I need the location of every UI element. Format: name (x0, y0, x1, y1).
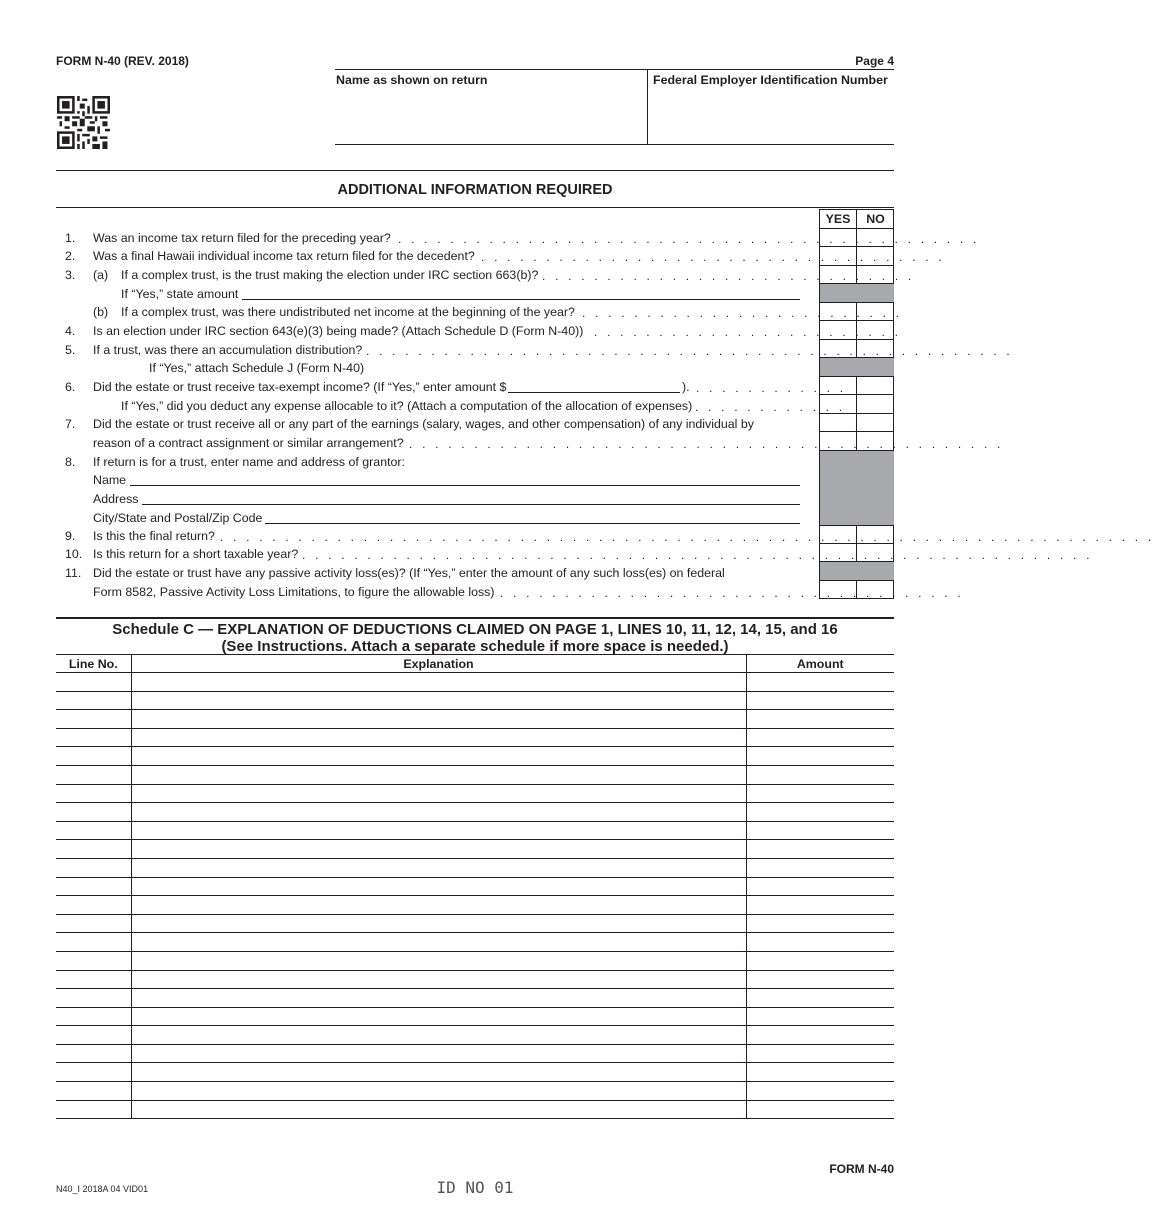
footer-id-no: ID NO 01 (436, 1178, 514, 1197)
line-number: 3. (65, 268, 76, 282)
question-5: If a trust, was there an accumulation distribution? (93, 343, 363, 357)
q3a-no-box[interactable] (857, 266, 893, 283)
tax-exempt-amount-input[interactable] (508, 392, 680, 393)
dot-leader: . . . . . . . . . . . . . . . . . . . . . . . . . . . . . . . . . . . . (481, 250, 945, 264)
question-3b: If a complex trust, was there undistributed net income at the beginning of the year? (121, 305, 575, 319)
q3b-no-box[interactable] (857, 303, 893, 320)
table-row (56, 877, 894, 896)
explanation-cell[interactable] (131, 840, 746, 859)
name-label: Name as shown on return (336, 73, 488, 87)
explanation-cell[interactable] (131, 1100, 746, 1119)
table-row (56, 1063, 894, 1082)
amount-cell[interactable] (746, 710, 894, 729)
grantor-name-input[interactable] (130, 485, 800, 486)
fein-input[interactable] (649, 92, 893, 142)
header-divider (647, 69, 648, 145)
question-11: Did the estate or trust have any passive activity loss(es)? (If “Yes,” enter the amount of any such loss(es) on federal (93, 566, 725, 580)
question-6-followup: If “Yes,” did you deduct any expense allocable to it? (Attach a computation of the allocation of expenses) (121, 399, 693, 413)
amount-cell[interactable] (746, 896, 894, 915)
shaded-8-grantor (820, 451, 894, 525)
line-number: 1. (65, 231, 76, 245)
grantor-city-input[interactable] (265, 523, 800, 524)
yes-header: YES (825, 212, 851, 226)
table-row (56, 803, 894, 822)
question-7: Did the estate or trust receive all or any part of the earnings (salary, wages, and other compensation) of any individual by (93, 417, 754, 431)
amount-cell[interactable] (746, 784, 894, 803)
amount-cell[interactable] (746, 728, 894, 747)
amount-cell[interactable] (746, 747, 894, 766)
section-top-rule (56, 170, 894, 171)
q6b-no-box[interactable] (857, 395, 893, 412)
form-id: FORM N-40 (REV. 2018) (56, 54, 189, 68)
explanation-cell[interactable] (131, 747, 746, 766)
line-number: 9. (65, 529, 76, 543)
dot-leader: . . . . . . . . . . . . . . . . . . . . . . . . . . . . . . . . . . . . (500, 586, 964, 600)
table-row (56, 1082, 894, 1101)
amount-cell[interactable] (746, 840, 894, 859)
line-no-cell[interactable] (56, 1026, 131, 1045)
explanation-cell[interactable] (131, 803, 746, 822)
header-top-rule (335, 69, 894, 70)
shaded-11-first (820, 562, 894, 580)
question-11-cont: Form 8582, Passive Activity Loss Limitations, to figure the allowable loss) (93, 585, 495, 599)
line-no-cell[interactable] (56, 673, 131, 692)
grantor-address-input[interactable] (142, 504, 800, 505)
q3a-yes-box[interactable] (820, 266, 855, 283)
dot-leader: . . . . . . . . . . . . . . . . . . . . . . . . . . . . . (542, 269, 915, 283)
header-bottom-rule (335, 144, 894, 145)
amount-cell[interactable] (746, 1063, 894, 1082)
table-row (56, 896, 894, 915)
question-7-cont: reason of a contract assignment or similar arrangement? (93, 436, 404, 450)
table-row (56, 970, 894, 989)
name-input[interactable] (336, 92, 644, 142)
amount-cell[interactable] (746, 1100, 894, 1119)
grid-row-rule (819, 283, 894, 284)
line-no-cell[interactable] (56, 728, 131, 747)
shaded-5-attach (820, 358, 894, 376)
line-number: 2. (65, 249, 76, 263)
q1-yes-box[interactable] (820, 229, 855, 246)
explanation-cell[interactable] (131, 691, 746, 710)
explanation-cell[interactable] (131, 673, 746, 692)
title-bottom-rule (56, 207, 894, 208)
line-number: 6. (65, 380, 76, 394)
line-number: 10. (65, 547, 83, 561)
line-no-cell[interactable] (56, 1082, 131, 1101)
line-no-cell[interactable] (56, 989, 131, 1008)
amount-3a-input[interactable] (242, 299, 800, 300)
amount-cell[interactable] (746, 877, 894, 896)
schedule-c-subtitle: (See Instructions. Attach a separate schedule if more space is needed.) (221, 638, 729, 655)
table-row (56, 710, 894, 729)
q10-no-box[interactable] (857, 544, 893, 561)
table-row (56, 1044, 894, 1063)
no-header: NO (866, 212, 885, 226)
col-line-no: Line No. (56, 655, 131, 673)
line-number: 11. (65, 566, 82, 580)
amount-cell[interactable] (746, 951, 894, 970)
q4-yes-box[interactable] (820, 321, 855, 338)
line-no-cell[interactable] (56, 877, 131, 896)
amount-cell[interactable] (746, 803, 894, 822)
table-row (56, 747, 894, 766)
table-row (56, 858, 894, 877)
q6-yes-box[interactable] (820, 377, 855, 394)
explanation-cell[interactable] (131, 1082, 746, 1101)
q6-no-box[interactable] (857, 377, 893, 394)
amount-cell[interactable] (746, 673, 894, 692)
amount-cell[interactable] (746, 1007, 894, 1026)
page-number: Page 4 (855, 54, 894, 68)
q9-no-box[interactable] (857, 526, 893, 543)
line-no-cell[interactable] (56, 896, 131, 915)
dot-leader: . . . . . . . . . . . . . . . . . . . . . . . . . . . . . . . . . . . . . . . . . . . . . . . . . . . . . . . . . . . . . . . . . . . . . . . . (220, 530, 1154, 544)
dot-leader: . . . . . . . . . . . . . . . . . . . . . . . . . . . . . . . . . . . . . . . . . . . . . . . . . . . . . . . . . . . . . (302, 548, 1093, 562)
question-9: Is this the final return? (93, 529, 215, 543)
amount-cell[interactable] (746, 970, 894, 989)
q5-yes-box[interactable] (820, 340, 855, 357)
amount-cell[interactable] (746, 765, 894, 784)
col-amount: Amount (746, 655, 894, 673)
grantor-address-label: Address (93, 492, 139, 506)
line-no-cell[interactable] (56, 710, 131, 729)
line-no-cell[interactable] (56, 840, 131, 859)
line-no-cell[interactable] (56, 858, 131, 877)
amount-cell[interactable] (746, 1082, 894, 1101)
schedule-c-table (56, 654, 894, 1119)
table-row (56, 1026, 894, 1045)
table-row (56, 1100, 894, 1119)
explanation-cell[interactable] (131, 784, 746, 803)
explanation-cell[interactable] (131, 728, 746, 747)
explanation-cell[interactable] (131, 896, 746, 915)
explanation-cell[interactable] (131, 933, 746, 952)
explanation-cell[interactable] (131, 989, 746, 1008)
table-row (56, 933, 894, 952)
shaded-3a-amount (820, 284, 894, 302)
line-no-cell[interactable] (56, 803, 131, 822)
dot-leader: . . . . . . . . . . . . . . . . . . . . . . . . . (582, 306, 903, 320)
amount-cell[interactable] (746, 821, 894, 840)
q5-no-box[interactable] (857, 340, 893, 357)
q3b-yes-box[interactable] (820, 303, 855, 320)
question-4: Is an election under IRC section 643(e)(3) being made? (Attach Schedule D (Form N-40)) (93, 324, 584, 338)
explanation-cell[interactable] (131, 1026, 746, 1045)
q11-yes-box[interactable] (820, 581, 855, 598)
footer-code: N40_I 2018A 04 VID01 (56, 1184, 149, 1194)
explanation-cell[interactable] (131, 821, 746, 840)
table-row (56, 728, 894, 747)
dot-leader: . . . . . . . . . . . . . . . . . . . . . . . . . . . . . . . . . . . . . . . . . . . . . . . . . . (366, 344, 1013, 358)
line-no-cell[interactable] (56, 1063, 131, 1082)
dot-leader: . . . . . . . . . . . . . . . . . . . . . . . . . . . . . . . . . . . . . . . . . . . . . (398, 232, 980, 246)
table-row (56, 673, 894, 692)
amount-cell[interactable] (746, 858, 894, 877)
line-no-cell[interactable] (56, 1044, 131, 1063)
footer-form: FORM N-40 (829, 1162, 894, 1176)
grantor-city-label: City/State and Postal/Zip Code (93, 511, 263, 525)
table-row (56, 821, 894, 840)
explanation-cell[interactable] (131, 858, 746, 877)
line-no-cell[interactable] (56, 914, 131, 933)
line-no-cell[interactable] (56, 1007, 131, 1026)
dot-leader: . . . . . . . . . . . . (695, 400, 846, 414)
table-row (56, 691, 894, 710)
explanation-cell[interactable] (131, 710, 746, 729)
additional-info-title: ADDITIONAL INFORMATION REQUIRED (337, 182, 613, 198)
q11-no-box[interactable] (857, 581, 893, 598)
table-row (56, 1007, 894, 1026)
q10-yes-box[interactable] (820, 544, 855, 561)
amount-cell[interactable] (746, 1044, 894, 1063)
amount-cell[interactable] (746, 989, 894, 1008)
q7-yes-box[interactable] (820, 432, 855, 449)
question-10: Is this return for a short taxable year? (93, 547, 299, 561)
table-row (56, 989, 894, 1008)
amount-cell[interactable] (746, 914, 894, 933)
line-no-cell[interactable] (56, 933, 131, 952)
dot-leader: . . . . . . . . . . . . . . . . . . . . . . . . (594, 325, 902, 339)
question-8: If return is for a trust, enter name and address of grantor: (93, 455, 405, 469)
qr-code (57, 96, 110, 149)
note-5: If “Yes,” attach Schedule J (Form N-40) (149, 361, 365, 375)
explanation-cell[interactable] (131, 951, 746, 970)
question-6: Did the estate or trust receive tax-exempt income? (If “Yes,” enter amount $ (93, 380, 507, 394)
schedule-c-title: Schedule C — EXPLANATION OF DEDUCTIONS CLAIMED ON PAGE 1, LINES 10, 11, 12, 14, 15, and 16 (112, 621, 838, 638)
table-row (56, 840, 894, 859)
line-sub-label: (b) (93, 305, 109, 319)
question-2: Was a final Hawaii individual income tax return filed for the decedent? (93, 249, 475, 263)
table-row (56, 765, 894, 784)
grantor-name-label: Name (93, 473, 127, 487)
dot-leader: . . . . . . . . . . . . (696, 381, 847, 395)
fein-label: Federal Employer Identification Number (653, 73, 888, 87)
line-number: 8. (65, 455, 76, 469)
explanation-cell[interactable] (131, 970, 746, 989)
schedule-c-header-row (56, 655, 894, 673)
schedule-c-top-rule (56, 617, 894, 619)
explanation-cell[interactable] (131, 1007, 746, 1026)
line-sub-label: (a) (93, 268, 109, 282)
amount-label-3a: If “Yes,” state amount (121, 287, 239, 301)
line-number: 4. (65, 324, 76, 338)
table-row (56, 951, 894, 970)
question-3a: If a complex trust, is the trust making the election under IRC section 663(b)? (121, 268, 539, 282)
question-1: Was an income tax return filed for the preceding year? (93, 231, 391, 245)
table-row (56, 784, 894, 803)
explanation-cell[interactable] (131, 765, 746, 784)
explanation-cell[interactable] (131, 1044, 746, 1063)
dot-leader: . . . . . . . . . . . . . . . . . . . . . . . . . . . . . . . . . . . . . . . . . . . . . . (409, 437, 1004, 451)
line-no-cell[interactable] (56, 765, 131, 784)
line-number: 7. (65, 417, 76, 431)
q6b-yes-box[interactable] (820, 395, 855, 412)
line-no-cell[interactable] (56, 951, 131, 970)
line-number: 5. (65, 343, 76, 357)
line-no-cell[interactable] (56, 747, 131, 766)
explanation-cell[interactable] (131, 1063, 746, 1082)
line-no-cell[interactable] (56, 691, 131, 710)
table-row (56, 914, 894, 933)
q1-no-box[interactable] (857, 229, 893, 246)
question-6-end: ). (682, 380, 690, 394)
amount-cell[interactable] (746, 933, 894, 952)
amount-cell[interactable] (746, 691, 894, 710)
q4-no-box[interactable] (857, 321, 893, 338)
col-explanation: Explanation (131, 655, 746, 673)
line-no-cell[interactable] (56, 821, 131, 840)
amount-cell[interactable] (746, 1026, 894, 1045)
q7-no-box[interactable] (857, 432, 893, 449)
line-no-cell[interactable] (56, 784, 131, 803)
q9-yes-box[interactable] (820, 526, 855, 543)
explanation-cell[interactable] (131, 914, 746, 933)
line-no-cell[interactable] (56, 1100, 131, 1119)
q2-yes-box[interactable] (820, 247, 855, 264)
q2-no-box[interactable] (857, 247, 893, 264)
line-no-cell[interactable] (56, 970, 131, 989)
explanation-cell[interactable] (131, 877, 746, 896)
